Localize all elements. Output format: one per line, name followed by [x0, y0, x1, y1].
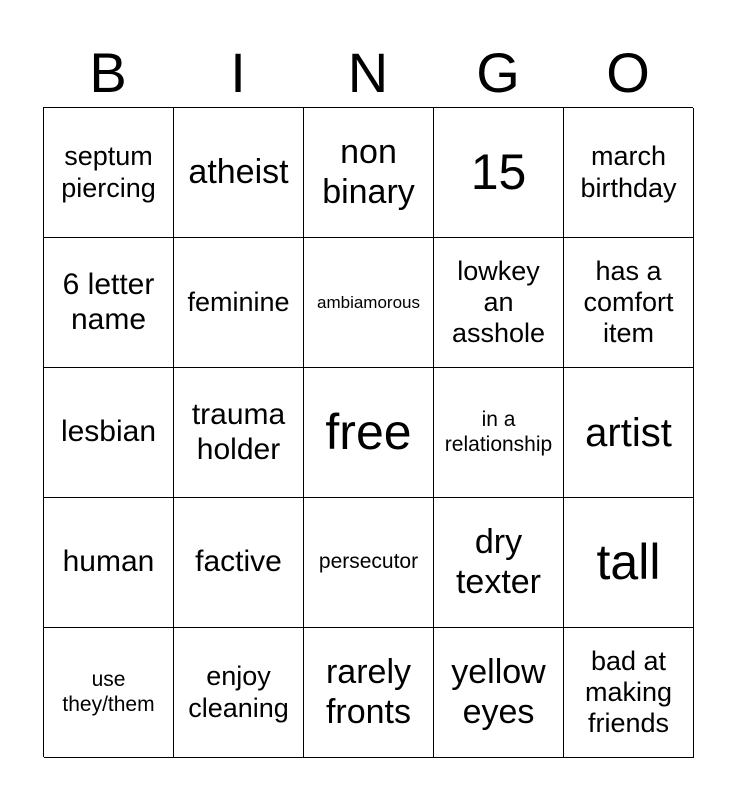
bingo-cell[interactable]: [434, 498, 564, 628]
bingo-cell[interactable]: [174, 368, 304, 498]
cell-label: has a comfort item: [583, 255, 674, 349]
bingo-cell[interactable]: [304, 628, 434, 758]
bingo-cell[interactable]: [44, 368, 174, 498]
bingo-cell[interactable]: [434, 368, 564, 498]
bingo-cell[interactable]: [434, 628, 564, 758]
bingo-cell[interactable]: [304, 238, 434, 368]
cell-label: march birthday: [580, 141, 677, 203]
bingo-board: [43, 107, 693, 757]
bingo-cell[interactable]: [434, 238, 564, 368]
cell-label: lowkey an asshole: [451, 255, 546, 349]
cell-label: in a relationship: [444, 408, 553, 456]
cell-label: human: [62, 545, 155, 579]
cell-label: septum piercing: [61, 141, 156, 203]
bingo-cell[interactable]: [44, 498, 174, 628]
bingo-cell[interactable]: [44, 238, 174, 368]
bingo-cell[interactable]: [304, 498, 434, 628]
cell-label: atheist: [188, 152, 289, 191]
cell-label: lesbian: [60, 415, 157, 449]
cell-label: bad at making friends: [584, 645, 673, 739]
cell-label: enjoy cleaning: [188, 661, 289, 723]
bingo-cell[interactable]: [564, 108, 694, 238]
cell-label: rarely fronts: [325, 653, 412, 731]
header-letter-n: N: [347, 41, 389, 104]
header-letter-i: I: [230, 41, 246, 104]
bingo-cell[interactable]: [304, 108, 434, 238]
bingo-cell[interactable]: [44, 628, 174, 758]
cell-label: 15: [470, 143, 527, 200]
cell-label: feminine: [187, 286, 290, 317]
bingo-cell[interactable]: [434, 108, 564, 238]
bingo-header: [43, 38, 693, 108]
bingo-cell[interactable]: [44, 108, 174, 238]
bingo-cell[interactable]: [174, 238, 304, 368]
header-letter-o: O: [606, 41, 650, 104]
cell-label: factive: [195, 545, 282, 579]
cell-label: dry texter: [455, 523, 542, 601]
bingo-cell[interactable]: [564, 498, 694, 628]
cell-label: free: [325, 403, 412, 460]
bingo-cell[interactable]: [564, 628, 694, 758]
cell-label: tall: [596, 533, 661, 590]
cell-label: artist: [585, 410, 672, 455]
cell-label: persecutor: [318, 550, 419, 574]
cell-label: 6 letter name: [62, 268, 155, 336]
header-letter-g: G: [476, 41, 520, 104]
bingo-cell[interactable]: [304, 368, 434, 498]
cell-label: non binary: [322, 133, 415, 211]
bingo-cell[interactable]: [174, 108, 304, 238]
cell-label: ambiamorous: [317, 292, 420, 312]
cell-label: trauma holder: [191, 398, 286, 466]
cell-label: use they/them: [62, 668, 155, 716]
bingo-cell[interactable]: [564, 368, 694, 498]
bingo-cell[interactable]: [174, 498, 304, 628]
bingo-cell[interactable]: [174, 628, 304, 758]
header-letter-b: B: [89, 41, 127, 104]
cell-label: yellow eyes: [451, 653, 546, 731]
bingo-cell[interactable]: [564, 238, 694, 368]
